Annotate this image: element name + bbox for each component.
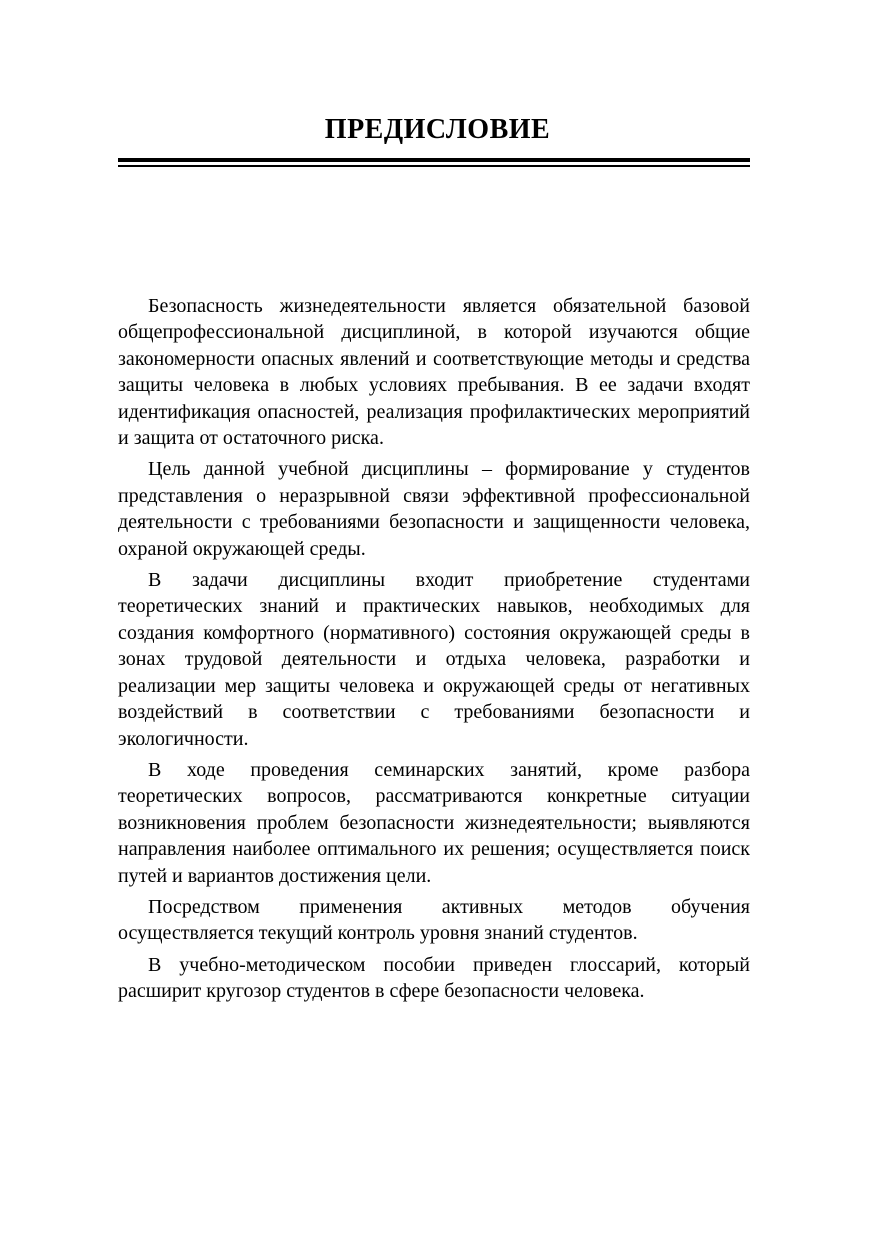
paragraph-glossary: В учебно-методическом пособии приведен глоссарий, который расширит кругозор студентов в сфере безопасности человека. [118, 953, 750, 1003]
title-rule-thin [118, 165, 750, 167]
paragraph-goal: Цель данной учебной дисциплины – формирование у студентов представления о неразрывной связи эффективной профессиональной деятельности с требованиями безопасности и защищенности человека, охраной окружающей среды. [118, 458, 750, 560]
page-title: ПРЕДИСЛОВИЕ [324, 114, 551, 145]
paragraph-seminars: В ходе проведения семинарских занятий, кроме разбора теоретических вопросов, рассматриваются конкретные ситуации возникновения проблем безопасности жизнедеятельности; выявляются направления наиболее оптимального их решения; осуществляется поиск путей и вариантов достижения цели. [118, 758, 750, 887]
title-rule-thick [118, 158, 750, 162]
paragraph-intro: Безопасность жизнедеятельности является обязательной базовой общепрофессиональной дисциплиной, в которой изучаются общие закономерности опасных явлений и соответствующие методы и средства защиты человека в любых условиях пребывания. В ее задачи входят идентификация опасностей, реализация профилактических мероприятий и защита от остаточного риска. [118, 295, 750, 450]
paragraph-control: Посредством применения активных методов обучения осуществляется текущий контроль уровня знаний студентов. [118, 895, 750, 945]
paragraph-tasks: В задачи дисциплины входит приобретение студентами теоретических знаний и практических навыков, необходимых для создания комфортного (нормативного) состояния окружающей среды в зонах трудовой деятельности и отдыха человека, разработки и реализации мер защиты человека и окружающей среды от негативных воздействий в соответствии с требованиями безопасности и экологичности. [118, 569, 750, 750]
preface-body [118, 293, 750, 1010]
